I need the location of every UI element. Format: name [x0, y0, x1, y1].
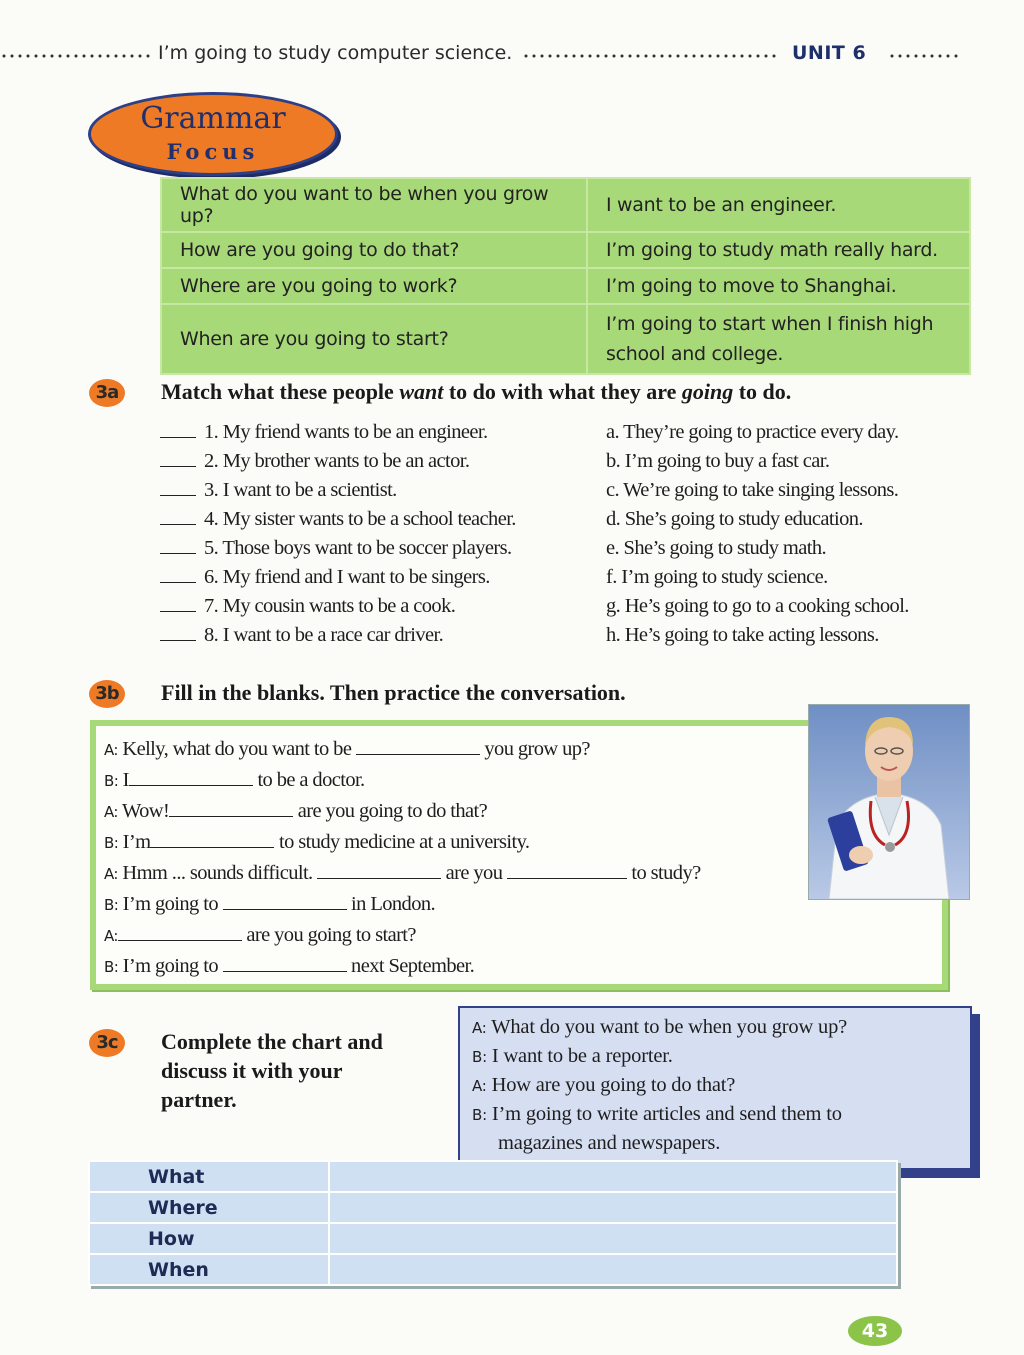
header-dots-right	[888, 54, 960, 58]
fill-blank[interactable]	[223, 891, 347, 910]
match-option: f. I’m going to study science.	[606, 566, 828, 588]
exercise-3c-badge: 3c	[89, 1029, 125, 1057]
match-option: b. I’m going to buy a fast car.	[606, 450, 830, 472]
conversation-line: A: Kelly, what do you want to be you grow up?	[104, 738, 590, 760]
grammar-row	[161, 178, 970, 232]
grammar-row	[161, 268, 970, 304]
conversation-line: A: Wow! are you going to do that?	[104, 800, 488, 822]
exercise-3b-title: Fill in the blanks. Then practice the conversation.	[161, 680, 626, 705]
chart-answer-cell[interactable]	[329, 1161, 897, 1192]
conversation-line: B: I’m going to next September.	[104, 955, 475, 977]
grammar-row	[161, 232, 970, 268]
match-item: 1. My friend wants to be an engineer.	[160, 418, 516, 447]
grammar-focus-title: Grammar	[140, 101, 286, 136]
conversation-line: A: Hmm ... sounds difficult. are you to study?	[104, 862, 701, 884]
grammar-question: What do you want to be when you grow up?	[161, 178, 587, 232]
match-item: 5. Those boys want to be soccer players.	[160, 534, 516, 563]
fill-blank[interactable]	[223, 953, 347, 972]
chart-row-label: How	[89, 1223, 329, 1254]
dialogue-line: magazines and newspapers.	[498, 1132, 721, 1154]
match-item: 2. My brother wants to be an actor.	[160, 447, 516, 476]
chart-row	[89, 1192, 897, 1223]
example-dialogue-box	[458, 1006, 972, 1170]
header-dots-middle	[522, 54, 780, 58]
dialogue-line: B: I’m going to write articles and send them to	[472, 1103, 842, 1125]
exercise-3a-title: Match what these people want to do with what they are going to do.	[161, 379, 792, 404]
unit-label: UNIT 6	[792, 42, 867, 64]
match-right-column	[606, 418, 909, 650]
match-item: 8. I want to be a race car driver.	[160, 621, 516, 650]
grammar-question: How are you going to do that?	[161, 232, 587, 268]
chart-answer-cell[interactable]	[329, 1254, 897, 1285]
grammar-answer: I’m going to start when I finish high school and college.	[587, 304, 970, 374]
match-option: h. He’s going to take acting lessons.	[606, 624, 879, 646]
chart-answer-cell[interactable]	[329, 1192, 897, 1223]
match-option: c. We’re going to take singing lessons.	[606, 479, 899, 501]
conversation-line: B: I to be a doctor.	[104, 769, 365, 791]
conversation-line: B: I’m going to in London.	[104, 893, 436, 915]
chart-row	[89, 1161, 897, 1192]
grammar-row	[161, 304, 970, 374]
header-dots-left	[0, 54, 152, 58]
plan-chart-table	[88, 1160, 898, 1286]
match-item: 3. I want to be a scientist.	[160, 476, 516, 505]
match-item: 4. My sister wants to be a school teacher.	[160, 505, 516, 534]
match-item: 7. My cousin wants to be a cook.	[160, 592, 516, 621]
match-item: 6. My friend and I want to be singers.	[160, 563, 516, 592]
fill-blank[interactable]	[507, 860, 627, 879]
match-option: a. They’re going to practice every day.	[606, 421, 899, 443]
doctor-illustration	[809, 705, 969, 899]
answer-blank[interactable]	[160, 437, 196, 438]
fill-blank[interactable]	[317, 860, 441, 879]
conversation-line: A: are you going to start?	[104, 924, 416, 946]
conversation-line: B: I’m to study medicine at a university.	[104, 831, 530, 853]
fill-blank[interactable]	[150, 829, 274, 848]
grammar-question: Where are you going to work?	[161, 268, 587, 304]
chart-row-label: Where	[89, 1192, 329, 1223]
fill-blank[interactable]	[169, 798, 293, 817]
doctor-photo	[808, 704, 970, 900]
grammar-focus-subtitle: Focus	[166, 139, 260, 164]
exercise-3b-badge: 3b	[89, 680, 125, 708]
answer-blank[interactable]	[160, 524, 196, 525]
exercise-3c-title: Complete the chart and discuss it with your partner.	[161, 1029, 383, 1112]
grammar-question: When are you going to start?	[161, 304, 587, 374]
fill-blank[interactable]	[129, 767, 253, 786]
chart-answer-cell[interactable]	[329, 1223, 897, 1254]
fill-blank[interactable]	[356, 736, 480, 755]
dialogue-line: A: What do you want to be when you grow up?	[472, 1016, 848, 1038]
grammar-answer: I’m going to study math really hard.	[587, 232, 970, 268]
grammar-focus-badge	[88, 92, 338, 176]
chart-row	[89, 1223, 897, 1254]
chart-row	[89, 1254, 897, 1285]
dialogue-line: B: I want to be a reporter.	[472, 1045, 673, 1067]
match-left-column	[160, 418, 516, 650]
grammar-answer: I’m going to move to Shanghai.	[587, 268, 970, 304]
answer-blank[interactable]	[160, 640, 196, 641]
match-option: d. She’s going to study education.	[606, 508, 863, 530]
page-header	[0, 38, 1024, 72]
match-option: e. She’s going to study math.	[606, 537, 827, 559]
answer-blank[interactable]	[160, 495, 196, 496]
answer-blank[interactable]	[160, 466, 196, 467]
chart-row-label: What	[89, 1161, 329, 1192]
page-number: 43	[848, 1316, 902, 1346]
answer-blank[interactable]	[160, 611, 196, 612]
dialogue-line: A: How are you going to do that?	[472, 1074, 736, 1096]
answer-blank[interactable]	[160, 582, 196, 583]
grammar-answer: I want to be an engineer.	[587, 178, 970, 232]
grammar-table	[160, 177, 971, 375]
answer-blank[interactable]	[160, 553, 196, 554]
fill-blank[interactable]	[118, 922, 242, 941]
chart-row-label: When	[89, 1254, 329, 1285]
exercise-3a-badge: 3a	[89, 379, 125, 407]
match-option: g. He’s going to go to a cooking school.	[606, 595, 909, 617]
header-title: I’m going to study computer science.	[158, 42, 513, 64]
